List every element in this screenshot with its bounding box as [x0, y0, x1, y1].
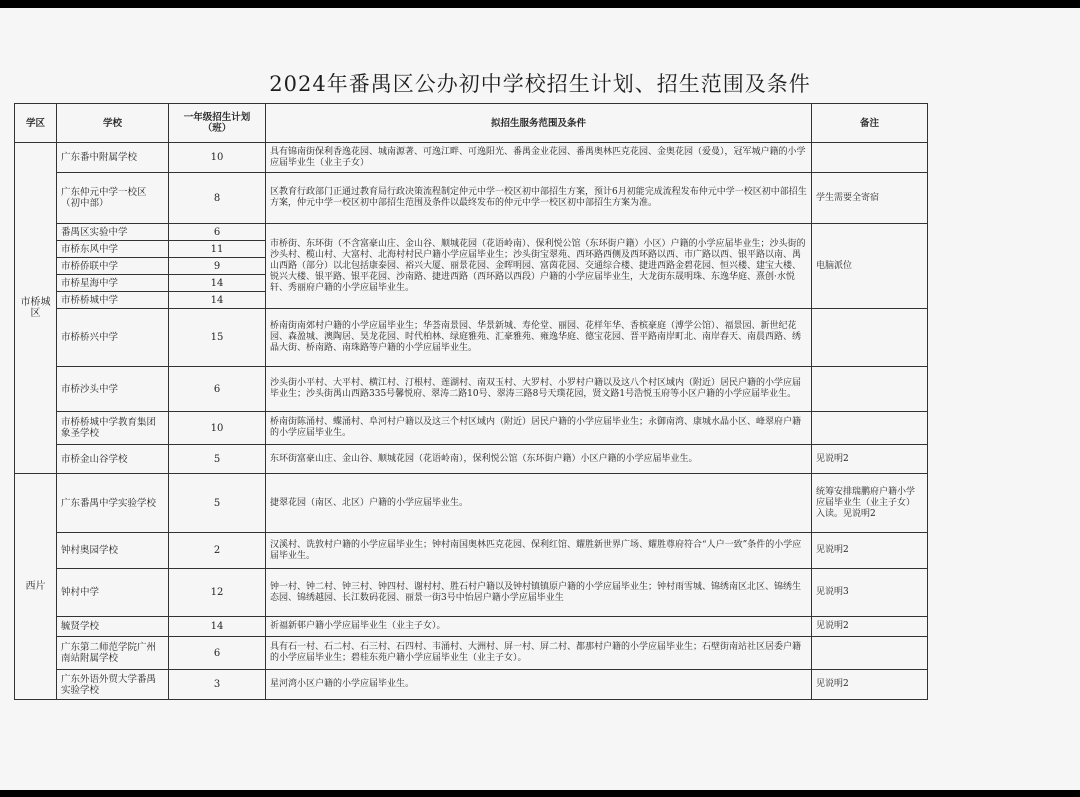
plan-cell: 3 — [169, 670, 266, 700]
note-cell: 统筹安排瑞鹏府户籍小学应届毕业生（业主子女）入读。见说明2 — [812, 474, 928, 533]
shared-scope-cell: 市桥街、东环街（不含富豪山庄、金山谷、顺城花园（花语岭南）、保利悦公馆（东环街户籍）小区）户籍的小学应届毕业生；沙头街的沙头村、榄山村、大富村、北海村村民户籍小学应届毕业生；沙头街宝翠苑、西环路西侧及西环路以西、市广路以西、银平路以南、禺山西路（部分）以北包括康泰园、裕兴大厦、丽景花园、金晖明园、富茵花园、交通综合楼、捷进西路金碧花园、恒兴楼、建宝大楼、锐兴大楼、银平路、银平花园、沙南路、捷进西路（西环路以西段）户籍的小学应届毕业生，大龙街东晟明珠、东逸华庭、熹创·水悦轩、秀丽府户籍的小学应届毕业生。 — [266, 224, 812, 309]
table-row — [15, 224, 928, 241]
table-row — [15, 670, 928, 700]
plan-cell: 8 — [169, 173, 266, 224]
document-title: 2024年番禺区公办初中学校招生计划、招生范围及条件 — [269, 72, 811, 96]
school-cell: 市桥桥兴中学 — [57, 309, 169, 367]
table-row — [15, 617, 928, 637]
table-row — [15, 143, 928, 173]
school-cell: 钟村中学 — [57, 569, 169, 617]
scope-cell: 具有锦南街保利香逸花园、城南源著、可逸江畔、可逸阳光、番禺金业花园、番禺奥林匹克花园、金奥花园（爱曼），冠军城户籍的小学应届毕业生（业主子女） — [266, 143, 812, 173]
plan-cell: 6 — [169, 367, 266, 412]
note-cell — [812, 309, 928, 367]
school-cell: 番禺区实验中学 — [57, 224, 169, 241]
school-cell: 市桥侨联中学 — [57, 258, 169, 275]
header-scope: 拟招生服务范围及条件 — [266, 104, 812, 143]
header-plan: 一年级招生计划（班） — [169, 104, 266, 143]
note-cell: 见说明2 — [812, 617, 928, 637]
plan-cell: 6 — [169, 224, 266, 241]
table-row — [15, 309, 928, 367]
table-row — [15, 173, 928, 224]
plan-cell: 11 — [169, 241, 266, 258]
school-cell: 市桥桥城中学教育集团象圣学校 — [57, 412, 169, 445]
table-row — [15, 445, 928, 474]
plan-cell: 14 — [169, 617, 266, 637]
plan-cell: 10 — [169, 412, 266, 445]
scope-cell: 沙头街小平村、大平村、横江村、汀根村、莲湖村、南双玉村、大罗村、小罗村户籍以及这八个村区域内（附近）居民户籍的小学应届毕业生；沙头街禺山西路335号馨悦府、翠涛二路10号、翠涛三路8号天璞花园，贤文路1号浩悦玉府等小区户籍的小学应届毕业生。 — [266, 367, 812, 412]
note-cell — [812, 412, 928, 445]
table-row — [15, 412, 928, 445]
table-row — [15, 367, 928, 412]
shared-note-cell: 电脑派位 — [812, 224, 928, 309]
table-row — [15, 474, 928, 533]
plan-cell: 12 — [169, 569, 266, 617]
district-cell: 西片 — [15, 474, 57, 700]
header-school: 学校 — [57, 104, 169, 143]
school-cell: 钟村奥园学校 — [57, 533, 169, 569]
scope-cell: 汉溪村、诜敦村户籍的小学应届毕业生；钟村南国奥林匹克花园、保利红馆、耀胜新世界广场、耀胜尊府符合“人户一致”条件的小学应届毕业生。 — [266, 533, 812, 569]
header-note: 备注 — [812, 104, 928, 143]
school-cell: 市桥桥城中学 — [57, 292, 169, 309]
plan-cell: 15 — [169, 309, 266, 367]
scope-cell: 捷翠花园（南区、北区）户籍的小学应届毕业生。 — [266, 474, 812, 533]
plan-cell: 5 — [169, 445, 266, 474]
enrollment-table — [14, 103, 928, 700]
plan-cell: 5 — [169, 474, 266, 533]
school-cell: 广东仲元中学一校区（初中部） — [57, 173, 169, 224]
table-row — [15, 637, 928, 670]
table-row — [15, 569, 928, 617]
note-cell: 见说明2 — [812, 533, 928, 569]
scope-cell: 桥南街南郊村户籍的小学应届毕业生；华荟南景园、华景新城、寿伦堂、丽园、花样年华、香槟豪庭（溥学公馆）、福景园、新世纪花园、森盈城、澳陶居、昊龙花园、时代柏林、绿庭雅苑、汇豪雅苑、雍逸华庭、德宝花园、晋平路南岸町北、南岸春天、南晨西路、绣晶大街、桥南路、南珠路等户籍的小学应届毕业生。 — [266, 309, 812, 367]
plan-cell: 2 — [169, 533, 266, 569]
table-row — [15, 533, 928, 569]
scope-cell: 桥南街陈涌村、蝶涌村、阜河村户籍以及这三个村区域内（附近）居民户籍的小学应届毕业生；永御南湾、康城水晶小区、峰翠府户籍的小学应届毕业生。 — [266, 412, 812, 445]
document-page — [0, 8, 1080, 790]
note-cell — [812, 367, 928, 412]
school-cell: 市桥金山谷学校 — [57, 445, 169, 474]
school-cell: 市桥东风中学 — [57, 241, 169, 258]
scope-cell: 东环街富豪山庄、金山谷、顺城花园（花语岭南），保利悦公馆（东环街户籍）小区户籍的小学应届毕业生。 — [266, 445, 812, 474]
note-cell: 见说明3 — [812, 569, 928, 617]
scope-cell: 钟一村、钟二村、钟三村、钟四村、谢村村、胜石村户籍以及钟村镇镇原户籍的小学应届毕业生；钟村雨雪城、锦绣南区北区、锦绣生态园、锦绣越园、长江数码花园、丽景一街3号中怡居户籍小学应届毕业生 — [266, 569, 812, 617]
plan-cell: 14 — [169, 292, 266, 309]
district-cell: 市桥城区 — [15, 143, 57, 474]
scope-cell: 区教育行政部门正通过教育局行政决策流程制定仲元中学一校区初中部招生方案，预计6月初能完成流程发布仲元中学一校区初中部招生方案，仲元中学一校区初中部招生范围及条件以最终发布的仲元中学一校区初中部招生方案为准。 — [266, 173, 812, 224]
scope-cell: 具有石一村、石二村、石三村、石四村、韦涌村、大洲村、屏一村、屏二村、都那村户籍的小学应届毕业生；石壁街南站社区居委户籍的小学应届毕业生；碧桂东苑户籍小学应届毕业生（业主子女）。 — [266, 637, 812, 670]
school-cell: 广东第二师范学院广州南站附属学校 — [57, 637, 169, 670]
note-cell: 见说明2 — [812, 445, 928, 474]
scope-cell: 祈福新邨户籍小学应届毕业生（业主子女）。 — [266, 617, 812, 637]
plan-cell: 6 — [169, 637, 266, 670]
note-cell: 学生需要全寄宿 — [812, 173, 928, 224]
plan-cell: 9 — [169, 258, 266, 275]
table-header-row — [15, 104, 928, 143]
header-district: 学区 — [15, 104, 57, 143]
school-cell: 市桥星海中学 — [57, 275, 169, 292]
school-cell: 广东番禺中学实验学校 — [57, 474, 169, 533]
school-cell: 广东番中附属学校 — [57, 143, 169, 173]
plan-cell: 10 — [169, 143, 266, 173]
note-cell: 见说明2 — [812, 670, 928, 700]
plan-cell: 14 — [169, 275, 266, 292]
note-cell — [812, 637, 928, 670]
school-cell: 市桥沙头中学 — [57, 367, 169, 412]
school-cell: 毓贤学校 — [57, 617, 169, 637]
school-cell: 广东外语外贸大学番禺实验学校 — [57, 670, 169, 700]
scope-cell: 星河湾小区户籍的小学应届毕业生。 — [266, 670, 812, 700]
note-cell — [812, 143, 928, 173]
